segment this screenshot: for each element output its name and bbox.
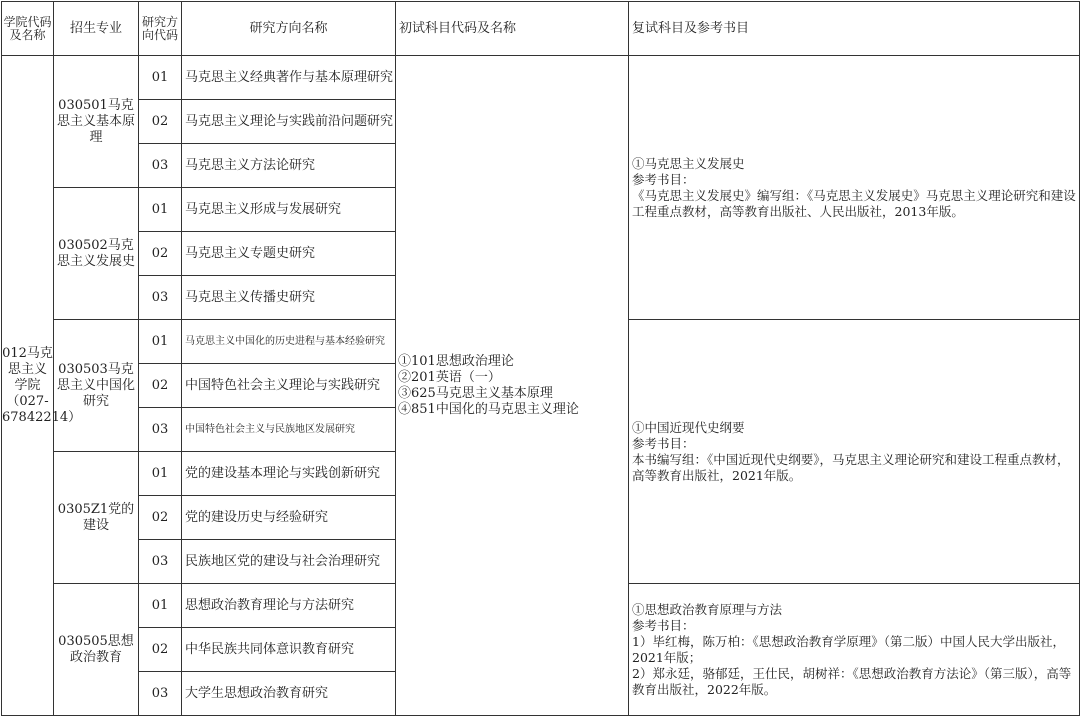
direction-name: 中华民族共同体意识教育研究 (182, 628, 396, 672)
retest-subject: ①中国近现代史纲要 (632, 419, 745, 435)
direction-name: 党的建设基本理论与实践创新研究 (182, 452, 396, 496)
header-retest: 复试科目及参考书目 (629, 2, 1080, 56)
direction-code: 02 (139, 100, 182, 144)
retest-subject: ①马克思主义发展史 (632, 155, 745, 171)
major-cell: 030501马克思主义基本原理 (54, 56, 139, 188)
retest-cell (629, 56, 1080, 320)
major-cell: 0305Z1党的建设 (54, 452, 139, 584)
direction-name: 马克思主义形成与发展研究 (182, 188, 396, 232)
header-exam-subjects: 初试科目代码及名称 (396, 2, 629, 56)
retest-subject: ①思想政治教育原理与方法 (632, 601, 783, 617)
direction-code: 03 (139, 672, 182, 716)
direction-code: 02 (139, 628, 182, 672)
direction-name: 大学生思想政治教育研究 (182, 672, 396, 716)
direction-code: 02 (139, 496, 182, 540)
direction-code: 03 (139, 408, 182, 452)
direction-code: 01 (139, 452, 182, 496)
exam-subject-line: ④851中国化的马克思主义理论 (398, 401, 579, 417)
retest-ref-label: 参考书目： (632, 171, 695, 187)
header-college: 学院代码及名称 (2, 2, 54, 56)
retest-book: 本书编写组：《中国近现代史纲要》，马克思主义理论研究和建设工程重点教材，高等教育出版社，2021年版。 (632, 451, 1070, 483)
direction-name: 马克思主义方法论研究 (182, 144, 396, 188)
direction-name: 民族地区党的建设与社会治理研究 (182, 540, 396, 584)
direction-code: 03 (139, 144, 182, 188)
header-major: 招生专业 (54, 2, 139, 56)
retest-book: 2）郑永廷，骆郁廷，王仕民，胡树祥：《思想政治教育方法论》（第三版），高等教育出版社，2022年版。 (632, 665, 1072, 697)
direction-name: 中国特色社会主义与民族地区发展研究 (182, 408, 396, 452)
retest-ref-label: 参考书目： (632, 617, 695, 633)
direction-name: 中国特色社会主义理论与实践研究 (182, 364, 396, 408)
table-row (2, 56, 1080, 100)
direction-name: 党的建设历史与经验研究 (182, 496, 396, 540)
exam-subject-line: ②201英语（一） (398, 369, 501, 385)
direction-name: 马克思主义中国化的历史进程与基本经验研究 (182, 320, 396, 364)
college-cell: 012马克思主义学院（027-67842214） (2, 56, 54, 716)
retest-book: 《马克思主义发展史》编写组：《马克思主义发展史》马克思主义理论研究和建设工程重点教材，高等教育出版社、人民出版社，2013年版。 (632, 187, 1076, 219)
exam-subject-line: ①101思想政治理论 (398, 353, 514, 369)
direction-name: 马克思主义传播史研究 (182, 276, 396, 320)
header-direction-code: 研究方向代码 (139, 2, 182, 56)
direction-name: 思想政治教育理论与方法研究 (182, 584, 396, 628)
direction-code: 01 (139, 56, 182, 100)
major-cell: 030505思想政治教育 (54, 584, 139, 716)
direction-code: 03 (139, 540, 182, 584)
direction-code: 02 (139, 364, 182, 408)
direction-code: 02 (139, 232, 182, 276)
admissions-table (1, 1, 1080, 716)
retest-book: 1）毕红梅，陈万柏：《思想政治教育学原理》（第二版）中国人民大学出版社，2021年版； (632, 633, 1065, 665)
direction-code: 01 (139, 320, 182, 364)
major-cell: 030503马克思主义中国化研究 (54, 320, 139, 452)
direction-name: 马克思主义理论与实践前沿问题研究 (182, 100, 396, 144)
direction-code: 01 (139, 584, 182, 628)
table-header-row (2, 2, 1080, 56)
header-direction-name: 研究方向名称 (182, 2, 396, 56)
exam-subjects-cell (396, 56, 629, 716)
retest-ref-label: 参考书目： (632, 435, 695, 451)
direction-name: 马克思主义经典著作与基本原理研究 (182, 56, 396, 100)
direction-code: 03 (139, 276, 182, 320)
direction-code: 01 (139, 188, 182, 232)
exam-subject-line: ③625马克思主义基本原理 (398, 385, 553, 401)
retest-cell (629, 584, 1080, 716)
direction-name: 马克思主义专题史研究 (182, 232, 396, 276)
retest-cell (629, 320, 1080, 584)
major-cell: 030502马克思主义发展史 (54, 188, 139, 320)
